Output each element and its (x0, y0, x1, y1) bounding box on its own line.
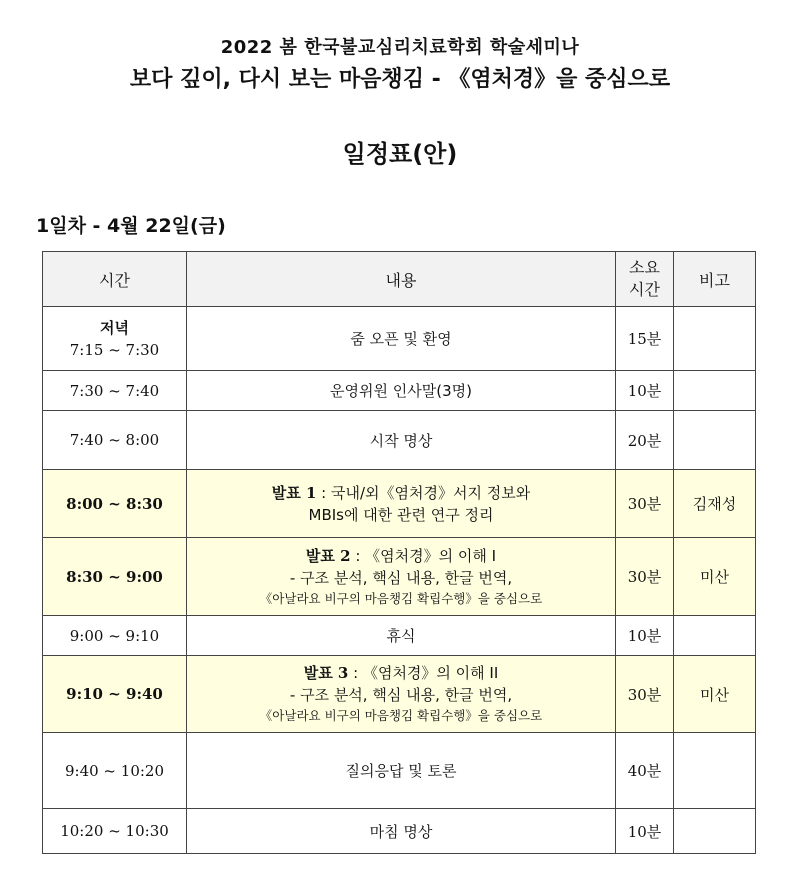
header-duration-line2: 시간 (629, 280, 660, 299)
row-time: 10:20 ~ 10:30 (43, 809, 187, 854)
row-content-line1: 발표 1 : 국내/외《염처경》서지 정보와 (271, 483, 531, 502)
header-content: 내용 (187, 252, 616, 307)
header-duration (616, 252, 674, 307)
row-time (43, 307, 187, 371)
row-time: 8:30 ~ 9:00 (43, 538, 187, 616)
table-row (43, 733, 756, 809)
row-duration: 30분 (616, 538, 674, 616)
table-row-presentation (43, 538, 756, 616)
row-note (674, 307, 756, 371)
seminar-subtitle: 보다 깊이, 다시 보는 마음챙김 - 《염처경》을 중심으로 (129, 67, 671, 92)
row-duration: 30분 (616, 470, 674, 538)
table-row (43, 371, 756, 411)
row-content: 줌 오픈 및 환영 (187, 307, 616, 371)
table-row-presentation (43, 656, 756, 733)
row-duration: 10분 (616, 616, 674, 656)
row-note (674, 733, 756, 809)
row-content-line2: MBIs에 대한 관련 연구 정리 (308, 505, 494, 524)
row-time: 9:40 ~ 10:20 (43, 733, 187, 809)
row-time: 8:00 ~ 8:30 (43, 470, 187, 538)
row-content: 운영위원 인사말(3명) (187, 371, 616, 411)
row-duration: 10분 (616, 809, 674, 854)
row-note: 미산 (674, 656, 756, 733)
row-content-line2: - 구조 분석, 핵심 내용, 한글 번역, (289, 568, 513, 587)
row-note: 김재성 (674, 470, 756, 538)
presentation-title: 국내/외《염처경》서지 정보와 (331, 483, 531, 502)
row-note (674, 371, 756, 411)
row-content-line3: 《아날라요 비구의 마음챙김 확립수행》을 중심으로 (259, 590, 543, 606)
row-note: 미산 (674, 538, 756, 616)
presentation-title: 《염처경》의 이해 I (365, 546, 497, 565)
table-row (43, 616, 756, 656)
table-row (43, 411, 756, 470)
presentation-label: 발표 1 (271, 483, 317, 502)
row-note (674, 411, 756, 470)
schedule-table (42, 251, 756, 854)
row-content: 휴식 (187, 616, 616, 656)
seminar-title: 2022 봄 한국불교심리치료학회 학술세미나 (220, 37, 580, 58)
row-duration: 30분 (616, 656, 674, 733)
header-note: 비고 (674, 252, 756, 307)
row-duration: 20분 (616, 411, 674, 470)
row-content: 질의응답 및 토론 (187, 733, 616, 809)
presentation-title: 《염처경》의 이해 II (362, 664, 499, 682)
row-content (187, 470, 616, 538)
row-note (674, 616, 756, 656)
row-time-label: 저녁 (100, 318, 129, 337)
row-time: 9:00 ~ 9:10 (43, 616, 187, 656)
row-content-line1: 발표 2 : 《염처경》의 이해 I (305, 546, 497, 565)
header-time: 시간 (43, 252, 187, 307)
row-time: 7:30 ~ 7:40 (43, 371, 187, 411)
row-duration: 40분 (616, 733, 674, 809)
row-content (187, 538, 616, 616)
presentation-label: 발표 3 (303, 664, 349, 682)
row-content (187, 656, 616, 733)
row-duration: 10분 (616, 371, 674, 411)
row-content-line2: - 구조 분석, 핵심 내용, 한글 번역, (289, 686, 513, 704)
row-content: 시작 명상 (187, 411, 616, 470)
table-row (43, 307, 756, 371)
header-duration-line1: 소요 (629, 258, 660, 277)
row-time: 7:40 ~ 8:00 (43, 411, 187, 470)
presentation-label: 발표 2 (305, 546, 351, 565)
day-heading: 1일차 - 4월 22일(금) (36, 215, 226, 237)
row-content-line3: 《아날라요 비구의 마음챙김 확립수행》을 중심으로 (259, 708, 543, 723)
row-time: 9:10 ~ 9:40 (43, 656, 187, 733)
row-content: 마침 명상 (187, 809, 616, 854)
table-row (43, 809, 756, 854)
table-row-presentation (43, 470, 756, 538)
row-note (674, 809, 756, 854)
page-title: 일정표(안) (342, 140, 458, 168)
row-content-line1: 발표 3 : 《염처경》의 이해 II (303, 664, 499, 682)
table-header-row (43, 252, 756, 307)
row-time-range: 7:15 ~ 7:30 (69, 340, 160, 359)
row-duration: 15분 (616, 307, 674, 371)
